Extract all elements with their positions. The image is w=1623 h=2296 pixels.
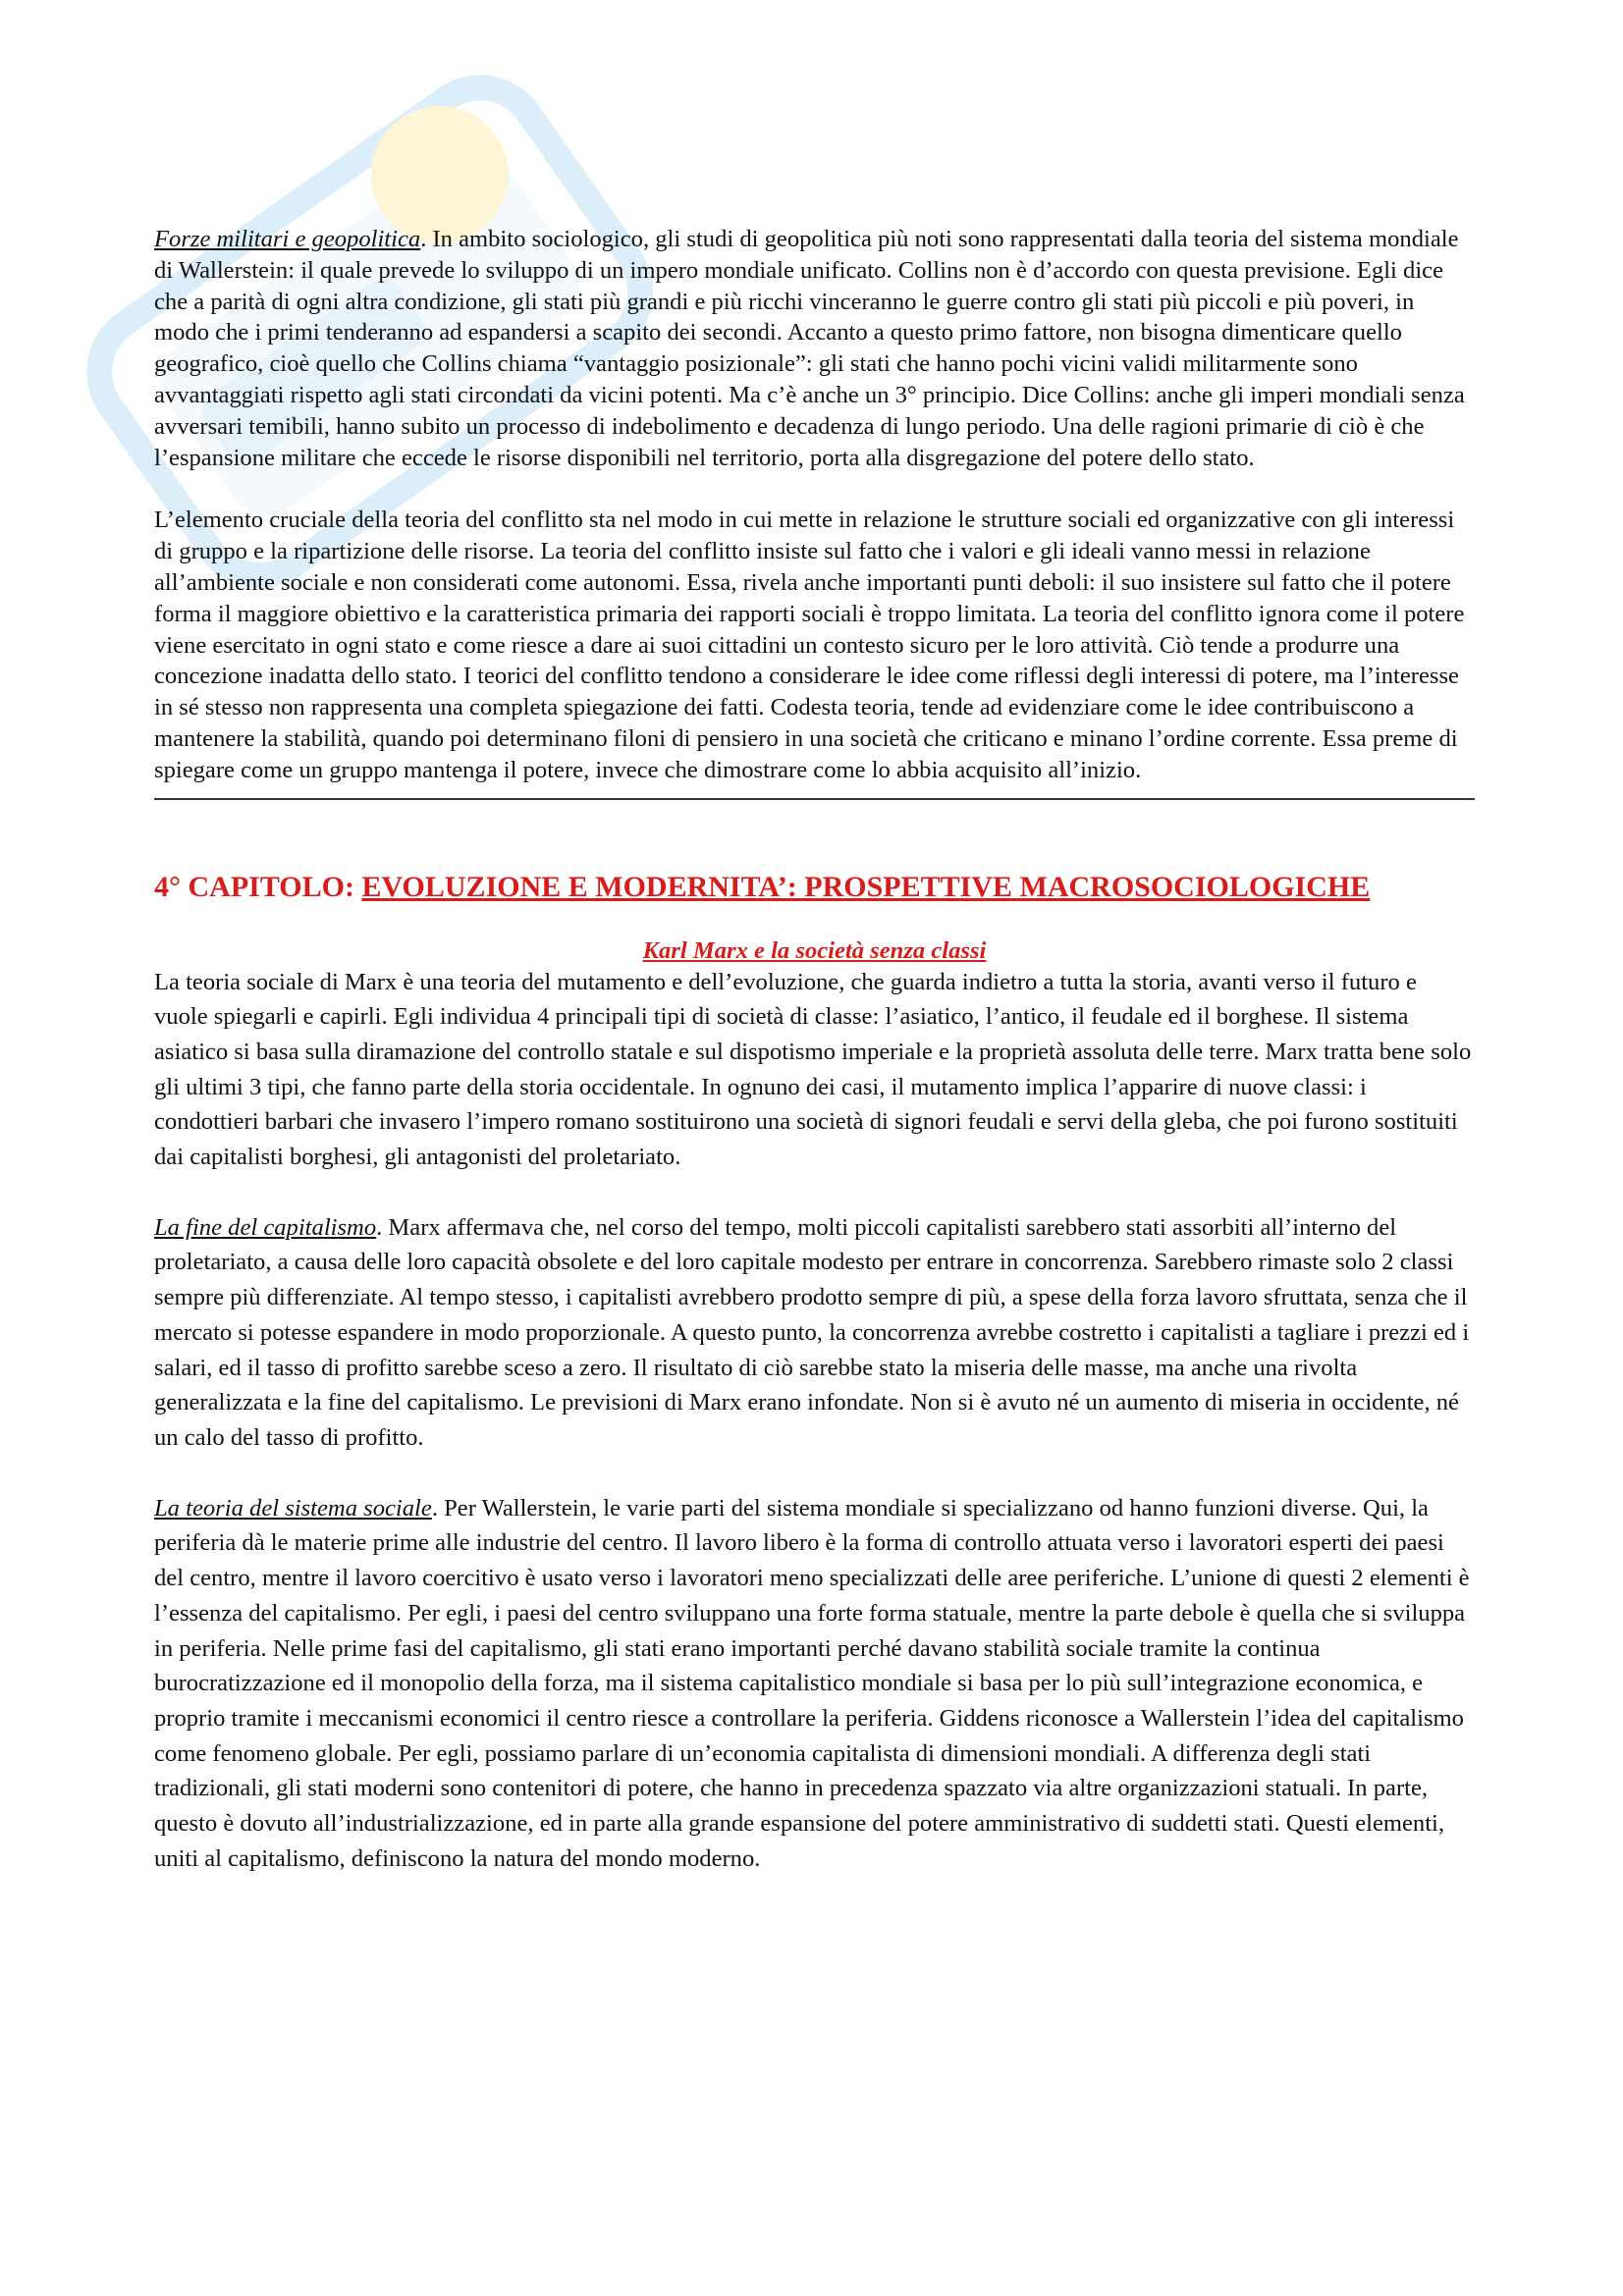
chapter-heading: EVOLUZIONE E MODERNITA’: PROSPETTIVE MACROSOCIOLOGICHE <box>361 870 1371 903</box>
text-social-system-theory: . Per Wallerstein, le varie parti del sistema mondiale si specializzano od hanno funzioni diverse. Qui, la periferia dà le materie prime alle industrie del centro. Il lavoro libero è la forma di controllo attuata verso i lavoratori esperti dei paesi del centro, mentre il lavoro coercitivo è usato verso i lavoratori meno specializzati delle aree periferiche. L’unione di questi 2 elementi è l’essenza del capitalismo. Per egli, i paesi del centro sviluppano una forte forma statuale, mentre la parte debole è quella che si sviluppa in periferia. Nelle prime fasi del capitalismo, gli stati erano importanti perché davano stabilità sociale tramite la continua burocratizzazione ed il monopolio della forza, ma il sistema capitalistico mondiale si basa per lo più sull’integrazione economica, e proprio tramite i meccanismi economici il centro riesce a controllare la periferia. Giddens riconosce a Wallerstein l’idea del capitalismo come fenomeno globale. Per egli, possiamo parlare di un’economia capitalista di dimensioni mondiali. A differenza degli stati tradizionali, gli stati moderni sono contenitori di potere, che hanno in precedenza spazzato via altre organizzazioni statuali. In parte, questo è dovuto all’industrializzazione, ed in parte alla grande espansione del potere amministrativo di suddetti stati. Questi elementi, uniti al capitalismo, definiscono la natura del mondo moderno. <box>154 1494 1470 1872</box>
chapter-title <box>154 871 1475 904</box>
heading-social-system-theory: La teoria del sistema sociale <box>154 1494 432 1522</box>
paragraph-social-system-theory <box>154 1491 1475 1877</box>
paragraph-conflict-theory: L’elemento cruciale della teoria del conflitto sta nel modo in cui mette in relazione le strutture sociali ed organizzative con gli interessi di gruppo e la ripartizione delle risorse. La teoria del conflitto insiste sul fatto che i valori e gli ideali vanno messi in relazione all’ambiente sociale e non considerati come autonomi. Essa, rivela anche importanti punti deboli: il suo insistere sul fatto che il potere forma il maggiore obiettivo e la caratteristica primaria dei rapporti sociali è troppo limitata. La teoria del conflitto ignora come il potere viene esercitato in ogni stato e come riesce a dare ai suoi cittadini un contesto sicuro per le loro attività. Ciò tende a produrre una concezione inadatta dello stato. I teorici del conflitto tendono a considerare le idee come riflessi degli interessi di potere, ma l’interesse in sé stesso non rappresenta una completa spiegazione dei fatti. Codesta teoria, tende ad evidenziare come le idee contribuiscono a mantenere la stabilità, quando poi determinano filoni di pensiero in una società che criticano e minano l’ordine corrente. Essa preme di spiegare come un gruppo mantenga il potere, invece che dimostrare come lo abbia acquisito all’inizio. <box>154 507 1465 783</box>
heading-end-of-capitalism: La fine del capitalismo <box>154 1213 377 1241</box>
paragraph-geopolitics <box>154 224 1475 473</box>
text-geopolitics: . In ambito sociologico, gli studi di geopolitica più noti sono rappresentati dalla teoria del sistema mondiale di Wallerstein: il quale prevede lo sviluppo di un impero mondiale unificato. Collins non è d’accordo con questa previsione. Egli dice che a parità di ogni altra condizione, gli stati più grandi e più ricchi vinceranno le guerre contro gli stati più piccoli e più poveri, in modo che i primi tenderanno ad espandersi a scapito dei secondi. Accanto a questo primo fattore, non bisogna dimenticare quello geografico, cioè quello che Collins chiama “vantaggio posizionale”: gli stati che hanno pochi vicini validi militarmente sono avvantaggiati rispetto agli stati circondati da vicini potenti. Ma c’è anche un 3° principio. Dice Collins: anche gli imperi mondiali senza avversari temibili, hanno subito un processo di indebolimento e decadenza di lungo periodo. Una delle ragioni primarie di ciò è che l’espansione militare che eccede le risorse disponibili nel territorio, porta alla disgregazione del potere dello stato. <box>154 226 1465 471</box>
page-content <box>154 224 1475 1876</box>
paragraph-marx-intro: La teoria sociale di Marx è una teoria del mutamento e dell’evoluzione, che guarda indietro a tutta la storia, avanti verso il futuro e vuole spiegarli e capirli. Egli individua 4 principali tipi di società di classe: l’asiatico, l’antico, il feudale ed il borghese. Il sistema asiatico si basa sulla diramazione del controllo statale e sul dispotismo imperiale e la proprietà assoluta delle terre. Marx tratta bene solo gli ultimi 3 tipi, che fanno parte della storia occidentale. In ognuno dei casi, il mutamento implica l’apparire di nuove classi: i condottieri barbari che invasero l’impero romano sostituirono una società di signori feudali e servi della gleba, che poi furono sostituiti dai capitalisti borghesi, gli antagonisti del proletariato. <box>154 968 1472 1171</box>
chapter-prefix: 4° CAPITOLO: <box>154 870 362 903</box>
section-subtitle-marx: Karl Marx e la società senza classi <box>642 936 987 964</box>
heading-geopolitics: Forze militari e geopolitica <box>154 226 421 252</box>
text-end-of-capitalism: . Marx affermava che, nel corso del tempo, molti piccoli capitalisti sarebbero stati assorbiti all’interno del proletariato, a causa delle loro capacità obsolete e del loro capitale modesto per entrare in concorrenza. Sarebbero rimaste solo 2 classi sempre più differenziate. Al tempo stesso, i capitalisti avrebbero prodotto sempre di più, a spese della forza lavoro sfruttata, senza che il mercato si potesse espandere in modo proporzionale. A questo punto, la concorrenza avrebbe costretto i capitalisti a tagliare i prezzi ed i salari, ed il tasso di profitto sarebbe sceso a zero. Il risultato di ciò sarebbe stato la miseria delle masse, ma anche una rivolta generalizzata e la fine del capitalismo. Le previsioni di Marx erano infondate. Non si è avuto né un aumento di miseria in occidente, né un calo del tasso di profitto. <box>154 1213 1470 1451</box>
section-divider <box>154 798 1475 800</box>
paragraph-end-of-capitalism <box>154 1210 1475 1456</box>
